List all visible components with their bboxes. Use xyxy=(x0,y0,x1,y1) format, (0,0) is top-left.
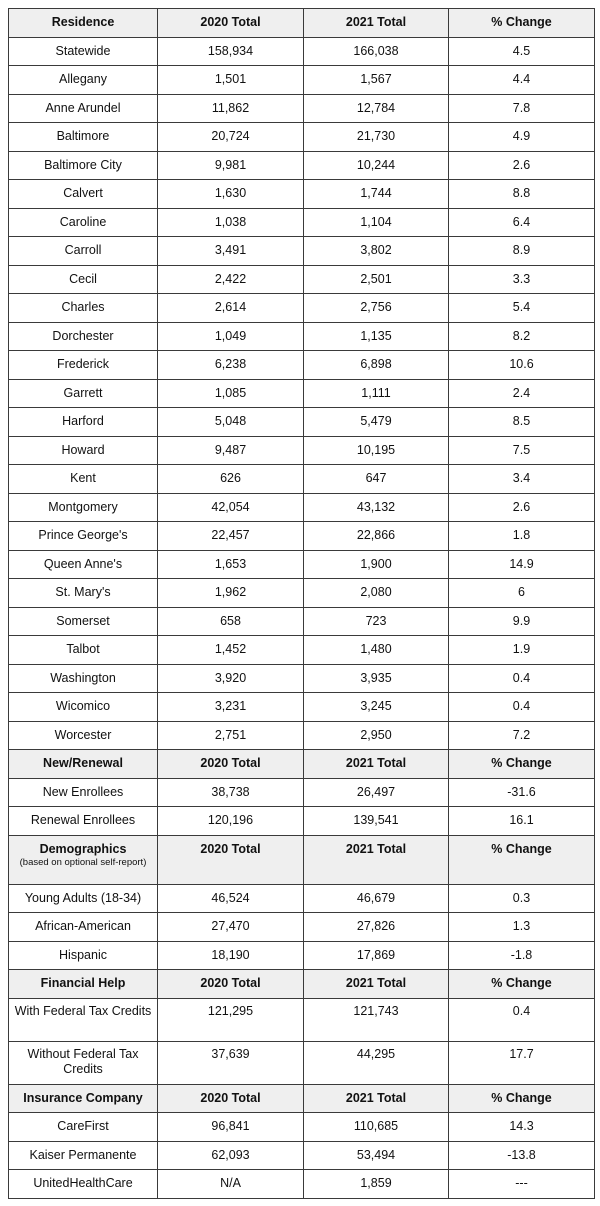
table-row xyxy=(9,1141,595,1170)
cell-total-2020: 121,295 xyxy=(158,998,304,1041)
cell-total-2021: 53,494 xyxy=(304,1141,449,1170)
cell-label: Montgomery xyxy=(9,493,158,522)
header-label: % Change xyxy=(491,1090,552,1105)
cell-total-2020: 626 xyxy=(158,465,304,494)
cell-total-2020: 18,190 xyxy=(158,941,304,970)
cell-total-2021: 17,869 xyxy=(304,941,449,970)
cell-total-2020: 3,920 xyxy=(158,664,304,693)
cell-label: Statewide xyxy=(9,37,158,66)
header-label: 2020 Total xyxy=(200,976,261,991)
cell-total-2020: 3,231 xyxy=(158,693,304,722)
cell-total-2021: 1,744 xyxy=(304,180,449,209)
header-label: % Change xyxy=(491,841,552,856)
cell-total-2021: 166,038 xyxy=(304,37,449,66)
header-cell-label xyxy=(9,750,158,779)
cell-label: Cecil xyxy=(9,265,158,294)
header-cell-total-2021 xyxy=(304,835,449,884)
header-label: 2021 Total xyxy=(345,15,407,30)
header-cell-total-2021 xyxy=(304,1084,449,1113)
table-row xyxy=(9,123,595,152)
section-header-row xyxy=(9,970,595,999)
cell-percent-change: 8.9 xyxy=(449,237,595,266)
header-cell-percent-change xyxy=(449,835,595,884)
cell-total-2020: 9,981 xyxy=(158,151,304,180)
cell-total-2021: 2,501 xyxy=(304,265,449,294)
cell-total-2021: 110,685 xyxy=(304,1113,449,1142)
header-cell-total-2020 xyxy=(158,9,304,38)
cell-total-2021: 1,111 xyxy=(304,379,449,408)
header-cell-total-2020 xyxy=(158,750,304,779)
cell-total-2020: 62,093 xyxy=(158,1141,304,1170)
cell-total-2021: 27,826 xyxy=(304,913,449,942)
header-label: 2021 Total xyxy=(345,976,407,991)
cell-total-2020: 120,196 xyxy=(158,807,304,836)
cell-total-2021: 5,479 xyxy=(304,408,449,437)
cell-total-2021: 1,480 xyxy=(304,636,449,665)
cell-label: Without Federal Tax Credits xyxy=(9,1041,158,1084)
section-header-row xyxy=(9,750,595,779)
section-header-row xyxy=(9,835,595,884)
cell-percent-change: 14.3 xyxy=(449,1113,595,1142)
cell-total-2021: 10,195 xyxy=(304,436,449,465)
cell-percent-change: -1.8 xyxy=(449,941,595,970)
cell-total-2020: 6,238 xyxy=(158,351,304,380)
header-cell-percent-change xyxy=(449,1084,595,1113)
cell-total-2020: 1,085 xyxy=(158,379,304,408)
cell-total-2020: 20,724 xyxy=(158,123,304,152)
cell-percent-change: -31.6 xyxy=(449,778,595,807)
cell-label: Caroline xyxy=(9,208,158,237)
table-row xyxy=(9,778,595,807)
cell-total-2020: 38,738 xyxy=(158,778,304,807)
cell-label: Garrett xyxy=(9,379,158,408)
cell-percent-change: 9.9 xyxy=(449,607,595,636)
cell-total-2021: 21,730 xyxy=(304,123,449,152)
cell-label: Calvert xyxy=(9,180,158,209)
table-row xyxy=(9,351,595,380)
table-row xyxy=(9,208,595,237)
header-label: Insurance Company xyxy=(23,1090,143,1105)
table-row xyxy=(9,66,595,95)
header-label: 2020 Total xyxy=(200,756,261,771)
header-label: 2020 Total xyxy=(200,15,261,30)
cell-label: CareFirst xyxy=(9,1113,158,1142)
header-cell-total-2021 xyxy=(304,970,449,999)
cell-total-2021: 44,295 xyxy=(304,1041,449,1084)
cell-label: St. Mary's xyxy=(9,579,158,608)
table-row xyxy=(9,493,595,522)
header-cell-label xyxy=(9,835,158,884)
header-label: New/Renewal xyxy=(43,756,123,771)
cell-total-2020: 1,038 xyxy=(158,208,304,237)
header-label: Residence xyxy=(51,15,115,30)
table-row xyxy=(9,408,595,437)
header-label: 2021 Total xyxy=(345,841,407,856)
table-row xyxy=(9,237,595,266)
cell-percent-change: 0.4 xyxy=(449,693,595,722)
table-row xyxy=(9,636,595,665)
cell-total-2021: 647 xyxy=(304,465,449,494)
cell-percent-change: 1.9 xyxy=(449,636,595,665)
cell-total-2020: 2,422 xyxy=(158,265,304,294)
table-row xyxy=(9,180,595,209)
cell-label: African-American xyxy=(9,913,158,942)
table-row xyxy=(9,1113,595,1142)
cell-percent-change: 17.7 xyxy=(449,1041,595,1084)
header-note: (based on optional self-report) xyxy=(19,856,147,868)
header-label: % Change xyxy=(491,756,552,771)
cell-total-2021: 139,541 xyxy=(304,807,449,836)
cell-total-2021: 723 xyxy=(304,607,449,636)
section-header-row xyxy=(9,1084,595,1113)
cell-total-2020: 96,841 xyxy=(158,1113,304,1142)
header-cell-total-2021 xyxy=(304,9,449,38)
cell-percent-change: 14.9 xyxy=(449,550,595,579)
cell-total-2021: 3,245 xyxy=(304,693,449,722)
header-cell-total-2020 xyxy=(158,970,304,999)
cell-label: Baltimore City xyxy=(9,151,158,180)
cell-total-2020: 11,862 xyxy=(158,94,304,123)
cell-total-2020: 1,452 xyxy=(158,636,304,665)
cell-total-2021: 26,497 xyxy=(304,778,449,807)
cell-label: Kent xyxy=(9,465,158,494)
cell-percent-change: 0.4 xyxy=(449,664,595,693)
table-row xyxy=(9,693,595,722)
cell-label: Renewal Enrollees xyxy=(9,807,158,836)
cell-percent-change: 2.6 xyxy=(449,493,595,522)
table-row xyxy=(9,322,595,351)
cell-percent-change: 1.3 xyxy=(449,913,595,942)
table-row xyxy=(9,941,595,970)
cell-percent-change: 4.9 xyxy=(449,123,595,152)
cell-total-2020: 37,639 xyxy=(158,1041,304,1084)
table-row xyxy=(9,522,595,551)
cell-percent-change: 3.4 xyxy=(449,465,595,494)
cell-total-2020: 9,487 xyxy=(158,436,304,465)
header-label: % Change xyxy=(491,976,552,991)
cell-label: Charles xyxy=(9,294,158,323)
header-label: 2020 Total xyxy=(200,841,261,856)
cell-label: Frederick xyxy=(9,351,158,380)
table-row xyxy=(9,37,595,66)
table-row xyxy=(9,1041,595,1084)
cell-total-2020: 5,048 xyxy=(158,408,304,437)
header-cell-percent-change xyxy=(449,970,595,999)
cell-total-2020: 42,054 xyxy=(158,493,304,522)
section-header-row xyxy=(9,9,595,38)
cell-total-2020: 1,049 xyxy=(158,322,304,351)
cell-total-2021: 1,135 xyxy=(304,322,449,351)
header-label: 2021 Total xyxy=(345,756,407,771)
cell-total-2020: 658 xyxy=(158,607,304,636)
table-row xyxy=(9,265,595,294)
cell-percent-change: 6.4 xyxy=(449,208,595,237)
header-label: 2020 Total xyxy=(200,1090,261,1105)
cell-label: Hispanic xyxy=(9,941,158,970)
cell-total-2021: 43,132 xyxy=(304,493,449,522)
cell-total-2021: 3,935 xyxy=(304,664,449,693)
cell-total-2021: 2,950 xyxy=(304,721,449,750)
cell-percent-change: 8.8 xyxy=(449,180,595,209)
header-cell-label xyxy=(9,970,158,999)
table-row xyxy=(9,94,595,123)
cell-percent-change: 1.8 xyxy=(449,522,595,551)
table-row xyxy=(9,550,595,579)
cell-label: Worcester xyxy=(9,721,158,750)
cell-label: Talbot xyxy=(9,636,158,665)
cell-percent-change: 2.4 xyxy=(449,379,595,408)
cell-total-2020: 158,934 xyxy=(158,37,304,66)
cell-total-2021: 10,244 xyxy=(304,151,449,180)
cell-label: Young Adults (18-34) xyxy=(9,884,158,913)
cell-percent-change: 7.5 xyxy=(449,436,595,465)
cell-percent-change: -13.8 xyxy=(449,1141,595,1170)
table-row xyxy=(9,151,595,180)
cell-total-2020: 27,470 xyxy=(158,913,304,942)
cell-total-2021: 12,784 xyxy=(304,94,449,123)
cell-label: Queen Anne's xyxy=(9,550,158,579)
cell-percent-change: 0.4 xyxy=(449,998,595,1041)
cell-total-2021: 1,900 xyxy=(304,550,449,579)
cell-percent-change: 4.5 xyxy=(449,37,595,66)
table-row xyxy=(9,664,595,693)
cell-total-2020: 22,457 xyxy=(158,522,304,551)
cell-percent-change: 7.8 xyxy=(449,94,595,123)
cell-total-2020: 1,630 xyxy=(158,180,304,209)
header-cell-total-2020 xyxy=(158,835,304,884)
cell-label: With Federal Tax Credits xyxy=(9,998,158,1041)
header-label: Financial Help xyxy=(40,976,126,991)
cell-label: UnitedHealthCare xyxy=(9,1170,158,1199)
cell-percent-change: 7.2 xyxy=(449,721,595,750)
table-row xyxy=(9,721,595,750)
cell-percent-change: 3.3 xyxy=(449,265,595,294)
header-label: Demographics xyxy=(39,841,127,856)
cell-percent-change: --- xyxy=(449,1170,595,1199)
cell-label: Kaiser Permanente xyxy=(9,1141,158,1170)
table-row xyxy=(9,913,595,942)
header-label: 2021 Total xyxy=(345,1090,407,1105)
cell-label: Wicomico xyxy=(9,693,158,722)
cell-total-2021: 46,679 xyxy=(304,884,449,913)
cell-label: Anne Arundel xyxy=(9,94,158,123)
table-row xyxy=(9,579,595,608)
header-cell-label xyxy=(9,9,158,38)
cell-total-2021: 2,756 xyxy=(304,294,449,323)
cell-total-2021: 22,866 xyxy=(304,522,449,551)
cell-total-2020: N/A xyxy=(158,1170,304,1199)
cell-percent-change: 0.3 xyxy=(449,884,595,913)
cell-total-2021: 1,104 xyxy=(304,208,449,237)
cell-total-2020: 2,614 xyxy=(158,294,304,323)
header-cell-percent-change xyxy=(449,750,595,779)
cell-percent-change: 2.6 xyxy=(449,151,595,180)
header-cell-label xyxy=(9,1084,158,1113)
cell-total-2020: 1,653 xyxy=(158,550,304,579)
cell-total-2020: 46,524 xyxy=(158,884,304,913)
table-row xyxy=(9,436,595,465)
cell-percent-change: 8.5 xyxy=(449,408,595,437)
table-row xyxy=(9,807,595,836)
cell-label: Harford xyxy=(9,408,158,437)
cell-total-2020: 1,501 xyxy=(158,66,304,95)
cell-total-2020: 3,491 xyxy=(158,237,304,266)
cell-percent-change: 8.2 xyxy=(449,322,595,351)
table-row xyxy=(9,294,595,323)
cell-label: Washington xyxy=(9,664,158,693)
cell-percent-change: 4.4 xyxy=(449,66,595,95)
cell-label: Prince George's xyxy=(9,522,158,551)
cell-label: Carroll xyxy=(9,237,158,266)
enrollment-table xyxy=(8,8,595,1199)
cell-total-2021: 1,859 xyxy=(304,1170,449,1199)
table-row xyxy=(9,998,595,1041)
table-row xyxy=(9,607,595,636)
header-cell-total-2021 xyxy=(304,750,449,779)
cell-total-2021: 6,898 xyxy=(304,351,449,380)
table-row xyxy=(9,379,595,408)
cell-total-2021: 121,743 xyxy=(304,998,449,1041)
cell-label: Baltimore xyxy=(9,123,158,152)
table-row xyxy=(9,884,595,913)
cell-percent-change: 5.4 xyxy=(449,294,595,323)
cell-total-2021: 3,802 xyxy=(304,237,449,266)
cell-total-2021: 1,567 xyxy=(304,66,449,95)
cell-label: Howard xyxy=(9,436,158,465)
header-cell-total-2020 xyxy=(158,1084,304,1113)
cell-total-2021: 2,080 xyxy=(304,579,449,608)
cell-label: Somerset xyxy=(9,607,158,636)
cell-label: Dorchester xyxy=(9,322,158,351)
enrollment-table-container xyxy=(8,8,595,1199)
header-label: % Change xyxy=(491,15,552,30)
cell-total-2020: 2,751 xyxy=(158,721,304,750)
header-cell-percent-change xyxy=(449,9,595,38)
table-row xyxy=(9,1170,595,1199)
table-row xyxy=(9,465,595,494)
enrollment-table-body xyxy=(9,9,595,1199)
cell-label: Allegany xyxy=(9,66,158,95)
cell-percent-change: 16.1 xyxy=(449,807,595,836)
cell-percent-change: 6 xyxy=(449,579,595,608)
cell-label: New Enrollees xyxy=(9,778,158,807)
cell-total-2020: 1,962 xyxy=(158,579,304,608)
cell-percent-change: 10.6 xyxy=(449,351,595,380)
